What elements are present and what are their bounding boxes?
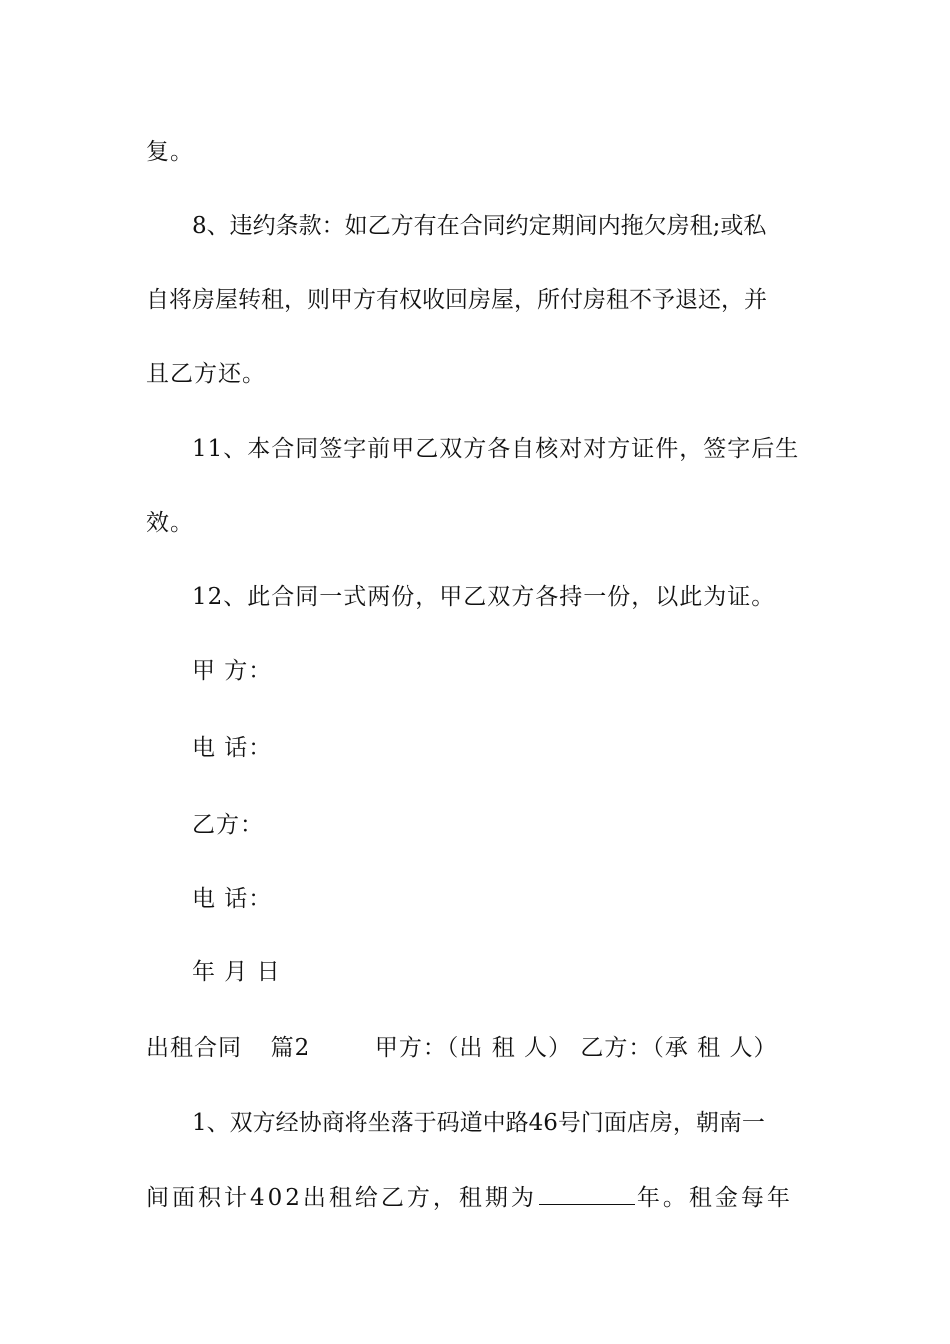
- text-line: 1、双方经协商将坐落于码道中路46号门面店房，朝南一: [192, 1110, 765, 1136]
- section-number: 篇2: [270, 1035, 311, 1061]
- clause-11-line-2: 效。: [146, 510, 194, 536]
- date-label: 年 月 日: [192, 959, 281, 985]
- party-a-phone-label: 电 话：: [192, 735, 273, 761]
- section-title: 出租合同: [146, 1035, 242, 1061]
- clause-11-line-1: 11、本合同签字前甲乙双方各自核对对方证件，签字后生: [192, 436, 800, 462]
- clause-8-line-2: [146, 285, 806, 315]
- clause-8-line-3: 且乙方还。: [146, 361, 266, 387]
- rental-term-blank: [539, 1182, 635, 1205]
- text-line: 8、违约条款：如乙方有在合同约定期间内拖欠房租;或私: [192, 213, 767, 239]
- text-line-start: 间面积计402出租给乙方，租期为: [146, 1185, 537, 1211]
- text-line: 复。: [146, 139, 194, 165]
- party-a-heading: 甲方：（出 租 人）: [374, 1035, 573, 1061]
- party-b-signature-label: 乙方：: [192, 812, 264, 838]
- text-line: 自将房屋转租，则甲方有权收回房屋，所付房租不予退还，并: [146, 287, 767, 313]
- text-line-end: 年。租金每年: [636, 1185, 793, 1211]
- clause-12: 12、此合同一式两份，甲乙双方各持一份，以此为证。: [192, 584, 776, 610]
- clause-1-line-2: [146, 1182, 806, 1213]
- party-a-signature-label: 甲 方：: [192, 658, 273, 684]
- clause-1-line-1: [192, 1108, 804, 1138]
- clause-8-line-1: [192, 211, 804, 241]
- party-b-phone-label: 电 话：: [192, 886, 273, 912]
- section-header: [146, 1033, 806, 1063]
- party-b-heading: 乙方：（承 租 人）: [580, 1035, 778, 1061]
